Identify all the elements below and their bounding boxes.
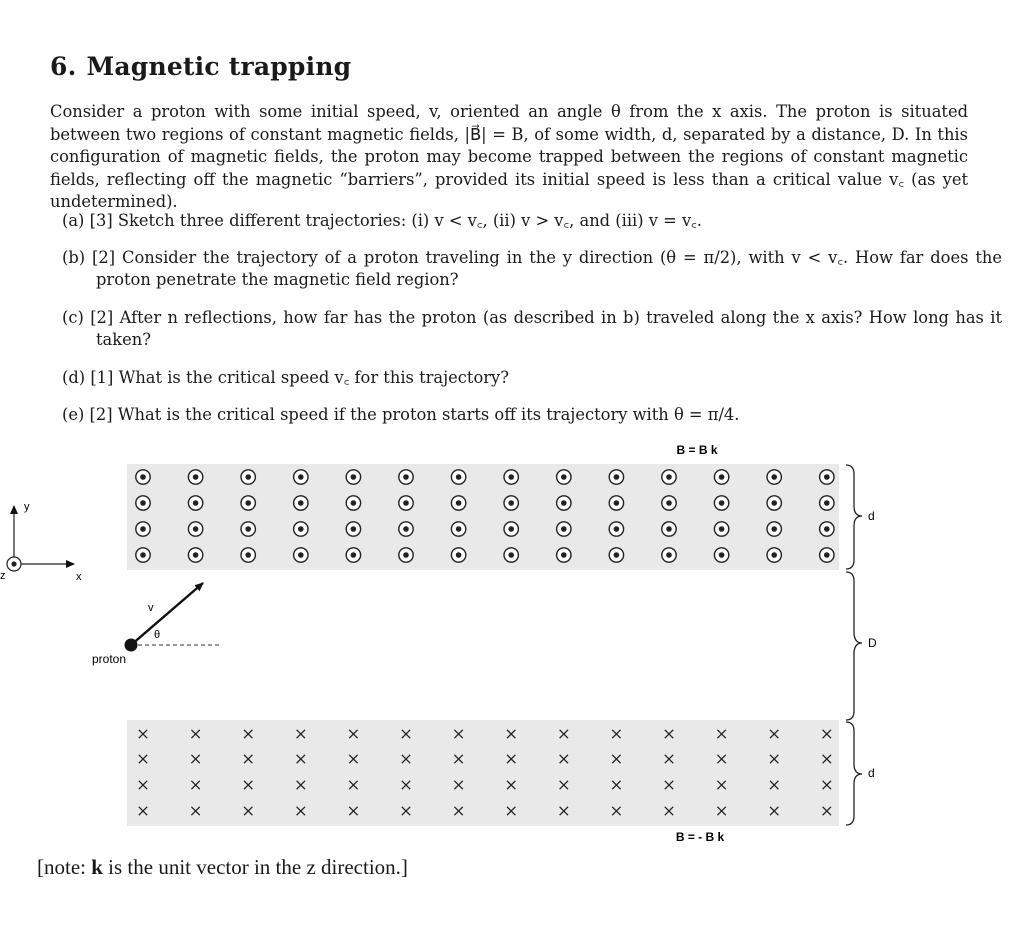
field-out-of-page-icon bbox=[767, 470, 781, 484]
field-out-of-page-icon bbox=[714, 470, 728, 484]
part-points: [2] bbox=[92, 248, 116, 267]
z-axis-label: z bbox=[0, 570, 6, 582]
field-out-of-page-icon bbox=[609, 548, 623, 562]
field-out-of-page-icon bbox=[188, 470, 202, 484]
field-out-of-page-icon bbox=[241, 522, 255, 536]
field-out-of-page-icon bbox=[188, 496, 202, 510]
angle-label: θ bbox=[154, 629, 161, 641]
unit-vector-note bbox=[37, 855, 408, 880]
field-out-of-page-icon bbox=[557, 470, 571, 484]
bottom-field-region bbox=[127, 720, 839, 826]
note-prefix: [note: bbox=[37, 855, 92, 879]
velocity-arrow bbox=[131, 583, 203, 645]
field-out-of-page-icon bbox=[820, 470, 834, 484]
field-out-of-page-icon bbox=[346, 496, 360, 510]
coordinate-axes bbox=[0, 501, 82, 583]
field-out-of-page-icon bbox=[820, 548, 834, 562]
part-d bbox=[62, 367, 1002, 389]
field-out-of-page-icon bbox=[504, 522, 518, 536]
field-out-of-page-icon bbox=[241, 548, 255, 562]
field-out-of-page-icon bbox=[609, 522, 623, 536]
field-out-of-page-icon bbox=[662, 548, 676, 562]
part-label: (c) bbox=[62, 308, 84, 327]
part-c bbox=[62, 307, 1002, 351]
field-out-of-page-icon bbox=[557, 496, 571, 510]
field-out-of-page-icon bbox=[662, 470, 676, 484]
field-out-of-page-icon bbox=[136, 496, 150, 510]
part-text: After n reflections, how far has the proton (as described in b) traveled along the x axis? How long has it taken? bbox=[96, 308, 1003, 349]
field-out-of-page-icon bbox=[346, 548, 360, 562]
proton-setup bbox=[92, 583, 222, 666]
top-field-label: B = B k bbox=[676, 443, 718, 457]
note-bold-k: k bbox=[91, 855, 103, 879]
part-text: What is the critical speed v꜀ for this trajectory? bbox=[118, 368, 509, 387]
field-out-of-page-icon bbox=[504, 496, 518, 510]
top-field-region bbox=[127, 464, 839, 570]
field-out-of-page-icon bbox=[451, 548, 465, 562]
part-a bbox=[62, 210, 1002, 232]
field-out-of-page-icon bbox=[399, 470, 413, 484]
part-e bbox=[62, 404, 1002, 426]
field-out-of-page-icon bbox=[609, 470, 623, 484]
field-out-of-page-icon bbox=[451, 470, 465, 484]
field-out-of-page-icon bbox=[241, 470, 255, 484]
field-out-of-page-icon bbox=[188, 548, 202, 562]
field-out-of-page-icon bbox=[662, 496, 676, 510]
part-points: [2] bbox=[89, 405, 113, 424]
field-out-of-page-icon bbox=[399, 496, 413, 510]
problem-intro: Consider a proton with some initial speed, v, oriented an angle θ from the x axis. The proton is situated between two regions of constant magnetic fields, |B⃗| = B, of some width, d, separated by a distance, D. In this configuration of magnetic fields, the proton may become trapped between the regions of constant magnetic fields, reflecting off the magnetic “barriers”, provided its initial speed is less than a critical value v꜀ (as yet undetermined). bbox=[50, 102, 968, 211]
field-out-of-page-icon bbox=[714, 496, 728, 510]
part-label: (a) bbox=[62, 211, 85, 230]
field-out-of-page-icon bbox=[609, 496, 623, 510]
note-suffix: is the unit vector in the z direction.] bbox=[102, 855, 408, 879]
part-points: [1] bbox=[90, 368, 114, 387]
width-label-top: d bbox=[868, 509, 875, 523]
field-out-of-page-icon bbox=[714, 522, 728, 536]
bottom-field-label: B = - B k bbox=[675, 830, 725, 844]
field-out-of-page-icon bbox=[294, 548, 308, 562]
width-brace-bottom bbox=[846, 722, 862, 825]
field-out-of-page-icon bbox=[346, 522, 360, 536]
field-out-of-page-icon bbox=[136, 548, 150, 562]
field-out-of-page-icon bbox=[241, 496, 255, 510]
part-label: (e) bbox=[62, 405, 85, 424]
proton-dot bbox=[125, 639, 138, 652]
part-points: [2] bbox=[90, 308, 114, 327]
part-points: [3] bbox=[89, 211, 113, 230]
field-out-of-page-icon bbox=[136, 522, 150, 536]
gap-brace bbox=[846, 572, 862, 720]
field-out-of-page-icon bbox=[504, 470, 518, 484]
field-out-of-page-icon bbox=[662, 522, 676, 536]
field-out-of-page-icon bbox=[399, 522, 413, 536]
part-label: (b) bbox=[62, 248, 86, 267]
field-out-of-page-icon bbox=[294, 522, 308, 536]
field-out-of-page-icon bbox=[820, 522, 834, 536]
field-out-of-page-icon bbox=[767, 522, 781, 536]
field-out-of-page-icon bbox=[820, 496, 834, 510]
field-out-of-page-icon bbox=[557, 548, 571, 562]
field-out-of-page-icon bbox=[346, 470, 360, 484]
velocity-label: v bbox=[148, 602, 154, 614]
field-out-of-page-icon bbox=[767, 548, 781, 562]
problem-number: 6. bbox=[50, 52, 77, 81]
part-text: Sketch three different trajectories: (i) v < v꜀, (ii) v > v꜀, and (iii) v = v꜀. bbox=[117, 211, 702, 230]
problem-title: Magnetic trapping bbox=[86, 52, 352, 81]
field-out-of-page-icon bbox=[504, 548, 518, 562]
y-axis-label: y bbox=[24, 501, 30, 513]
part-label: (d) bbox=[62, 368, 86, 387]
proton-label: proton bbox=[92, 652, 127, 666]
field-out-of-page-icon bbox=[451, 496, 465, 510]
field-out-of-page-icon bbox=[714, 548, 728, 562]
part-text: Consider the trajectory of a proton traveling in the y direction (θ = π/2), with v < v꜀. How far does the proton penetrate the magnetic field region? bbox=[96, 248, 1002, 289]
x-axis-label: x bbox=[76, 571, 82, 583]
part-b bbox=[62, 247, 1002, 291]
field-out-of-page-icon bbox=[294, 470, 308, 484]
field-out-of-page-icon bbox=[188, 522, 202, 536]
field-out-of-page-icon bbox=[557, 522, 571, 536]
part-text: What is the critical speed if the proton starts off its trajectory with θ = π/4. bbox=[117, 405, 740, 424]
width-label-bottom: d bbox=[868, 766, 875, 780]
gap-label: D bbox=[868, 636, 877, 650]
z-axis-out-dot bbox=[11, 561, 16, 566]
field-out-of-page-icon bbox=[399, 548, 413, 562]
field-out-of-page-icon bbox=[294, 496, 308, 510]
magnetic-trap-diagram bbox=[0, 436, 1024, 850]
problem-heading bbox=[50, 52, 351, 81]
field-out-of-page-icon bbox=[136, 470, 150, 484]
width-brace-top bbox=[846, 465, 862, 569]
field-out-of-page-icon bbox=[767, 496, 781, 510]
field-out-of-page-icon bbox=[451, 522, 465, 536]
